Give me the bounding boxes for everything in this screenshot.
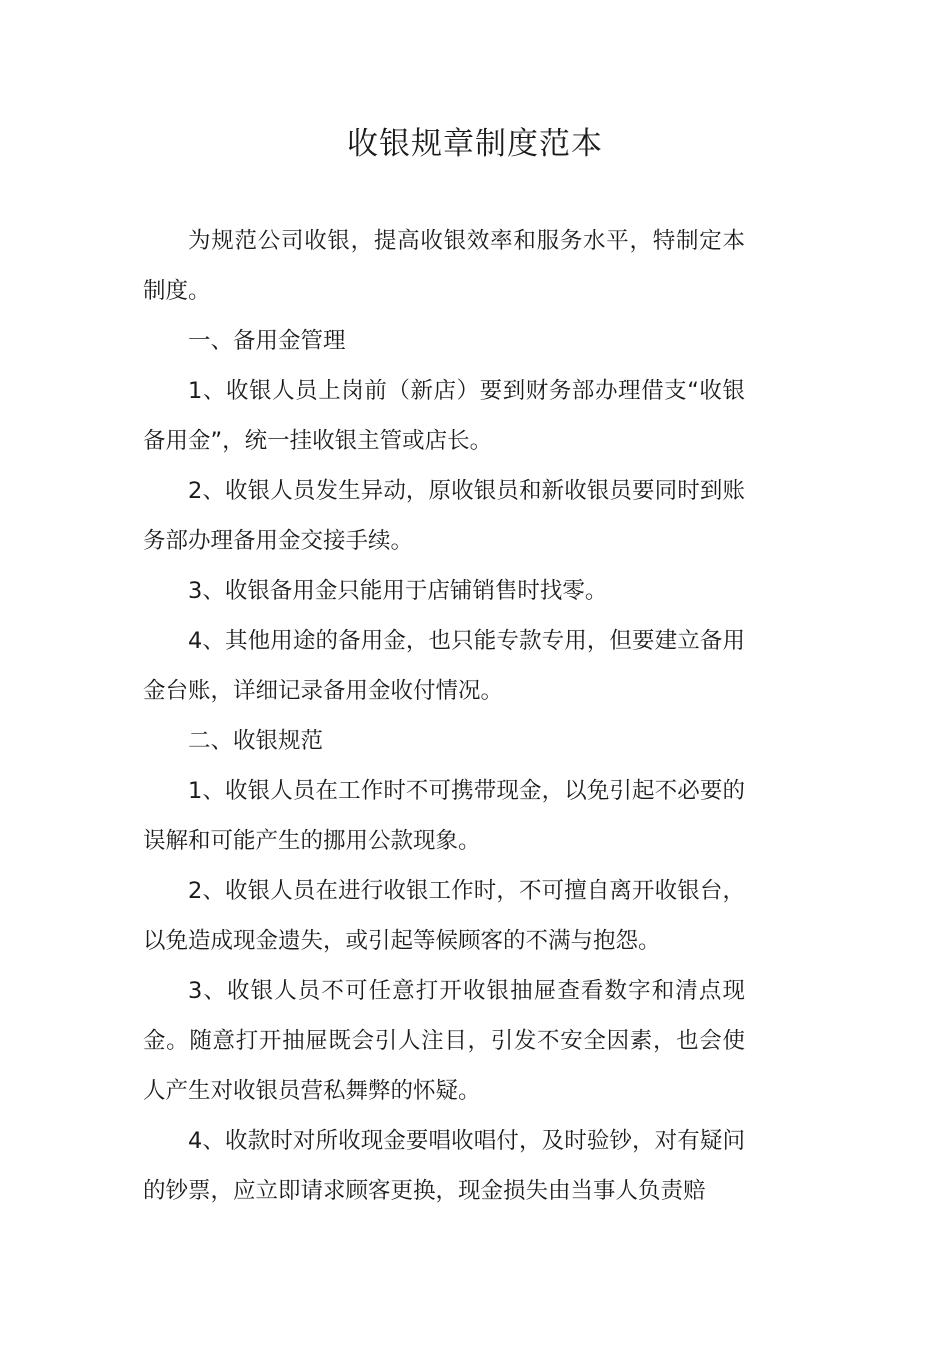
paragraph-petty-cash-1: 1、收银人员上岗前（新店）要到财务部办理借支“收银备用金”，统一挂收银主管或店长。 — [143, 378, 745, 454]
paragraph-cashier-rule-3: 3、收银人员不可任意打开收银抽屉查看数字和清点现金。随意打开抽屉既会引人注目，引发不安全因素，也会使人产生对收银员营私舞弊的怀疑。 — [143, 978, 745, 1104]
paragraph-cashier-rule-4: 4、收款时对所收现金要唱收唱付，及时验钞，对有疑问的钞票，应立即请求顾客更换，现金损失由当事人负责赔 — [143, 1128, 745, 1204]
paragraph-cashier-rule-1: 1、收银人员在工作时不可携带现金，以免引起不必要的误解和可能产生的挪用公款现象。 — [143, 778, 745, 854]
document-title: 收银规章制度范本 — [347, 126, 603, 162]
section-heading-petty-cash: 一、备用金管理 — [188, 328, 346, 354]
section-heading-cashier-rules: 二、收银规范 — [188, 728, 324, 754]
paragraph-petty-cash-4: 4、其他用途的备用金，也只能专款专用，但要建立备用金台账，详细记录备用金收付情况。 — [143, 628, 745, 704]
paragraph-petty-cash-3: 3、收银备用金只能用于店铺销售时找零。 — [188, 578, 608, 604]
paragraph-petty-cash-2: 2、收银人员发生异动，原收银员和新收银员要同时到账务部办理备用金交接手续。 — [143, 478, 745, 554]
paragraph-cashier-rule-2: 2、收银人员在进行收银工作时，不可擅自离开收银台，以免造成现金遗失，或引起等候顾客的不满与抱怨。 — [143, 878, 745, 954]
document-body — [143, 216, 745, 1216]
paragraph-intro: 为规范公司收银，提高收银效率和服务水平，特制定本制度。 — [143, 228, 745, 304]
